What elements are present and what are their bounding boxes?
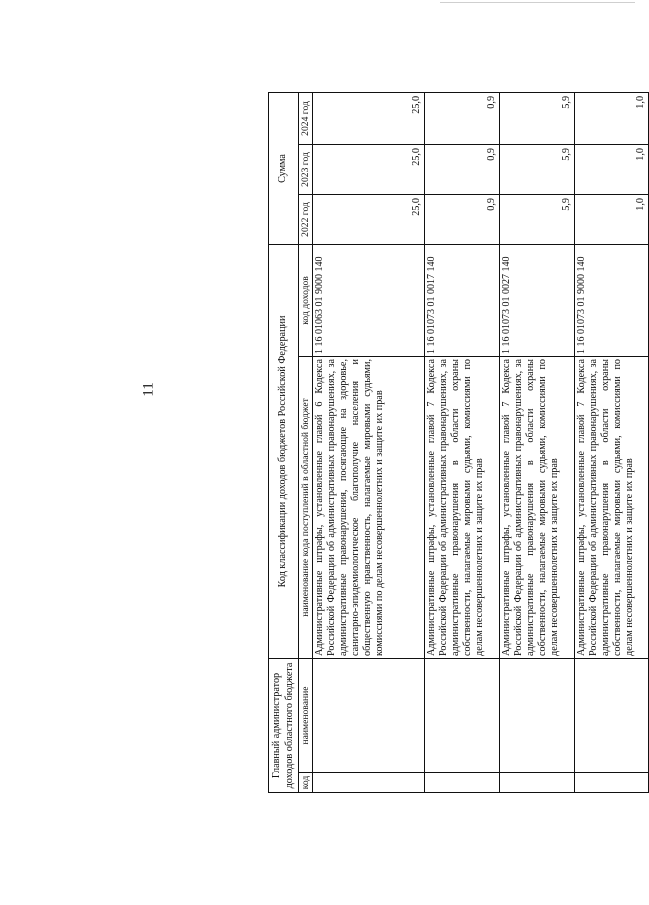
header-admin-code: код (299, 773, 313, 793)
row-admin-name (313, 658, 425, 772)
header-year-2023: 2023 год (299, 144, 313, 194)
header-income-code: код доходов (299, 244, 313, 356)
header-receipt-name: наименование кода поступлений в областной бюджет (299, 356, 313, 658)
header-year-2024: 2024 год (299, 92, 313, 144)
scan-edge-line (440, 2, 635, 3)
table-row (425, 92, 500, 792)
row-admin-name (500, 658, 575, 772)
row-amount-2023: 1,0 (575, 144, 649, 194)
table-row (313, 92, 425, 792)
row-description: Административные штрафы, установленные главой 6 Кодекса Российской Федерации об административных правонарушениях, за административные правонарушения, посягающие на здоровье, санитарно-эпидемиологическое благополучие населения и общественную нравственность, налагаемые мировыми судьями, комиссиями по делам несовершеннолетних и защите их прав (313, 356, 425, 658)
row-description: Административные штрафы, установленные главой 7 Кодекса Российской Федерации об административных правонарушениях, за административные правонарушения в области охраны собственности, налагаемые мировыми судьями, комиссиями по делам несовершеннолетних и защите их прав (575, 356, 649, 658)
row-admin-code (425, 773, 500, 793)
row-admin-code (500, 773, 575, 793)
row-amount-2024: 1,0 (575, 92, 649, 144)
row-income-code: 1 16 01063 01 9000 140 (313, 244, 425, 356)
header-admin-name: наименование (299, 658, 313, 772)
table-row (575, 92, 649, 792)
row-admin-code (313, 773, 425, 793)
header-admin-group: Главный администратор доходов областного бюджета (269, 658, 299, 792)
row-amount-2024: 25,0 (313, 92, 425, 144)
row-amount-2022: 1,0 (575, 194, 649, 244)
row-amount-2024: 0,9 (425, 92, 500, 144)
row-amount-2023: 5,9 (500, 144, 575, 194)
header-classification-group: Код классификации доходов бюджетов Российской Федерации (269, 244, 299, 658)
header-year-2022: 2022 год (299, 194, 313, 244)
row-description: Административные штрафы, установленные главой 7 Кодекса Российской Федерации об административных правонарушениях, за административные правонарушения в области охраны собственности, налагаемые мировыми судьями, комиссиями по делам несовершеннолетних и защите их прав (425, 356, 500, 658)
page-number: 11 (140, 382, 157, 397)
row-amount-2023: 0,9 (425, 144, 500, 194)
table-body (313, 92, 649, 792)
header-sum-group: Сумма (269, 92, 299, 244)
row-admin-name (575, 658, 649, 772)
row-admin-name (425, 658, 500, 772)
row-amount-2022: 25,0 (313, 194, 425, 244)
budget-income-table (268, 92, 649, 793)
row-description: Административные штрафы, установленные главой 7 Кодекса Российской Федерации об административных правонарушениях, за административные правонарушения в области охраны собственности, налагаемые мировыми судьями, комиссиями по делам несовершеннолетних и защите их прав (500, 356, 575, 658)
row-income-code: 1 16 01073 01 0027 140 (500, 244, 575, 356)
row-income-code: 1 16 01073 01 0017 140 (425, 244, 500, 356)
row-income-code: 1 16 01073 01 9000 140 (575, 244, 649, 356)
row-amount-2023: 25,0 (313, 144, 425, 194)
row-amount-2022: 0,9 (425, 194, 500, 244)
rotated-table-wrapper (268, 93, 648, 793)
table-row (500, 92, 575, 792)
row-amount-2022: 5,9 (500, 194, 575, 244)
row-admin-code (575, 773, 649, 793)
row-amount-2024: 5,9 (500, 92, 575, 144)
table-header (269, 92, 313, 792)
